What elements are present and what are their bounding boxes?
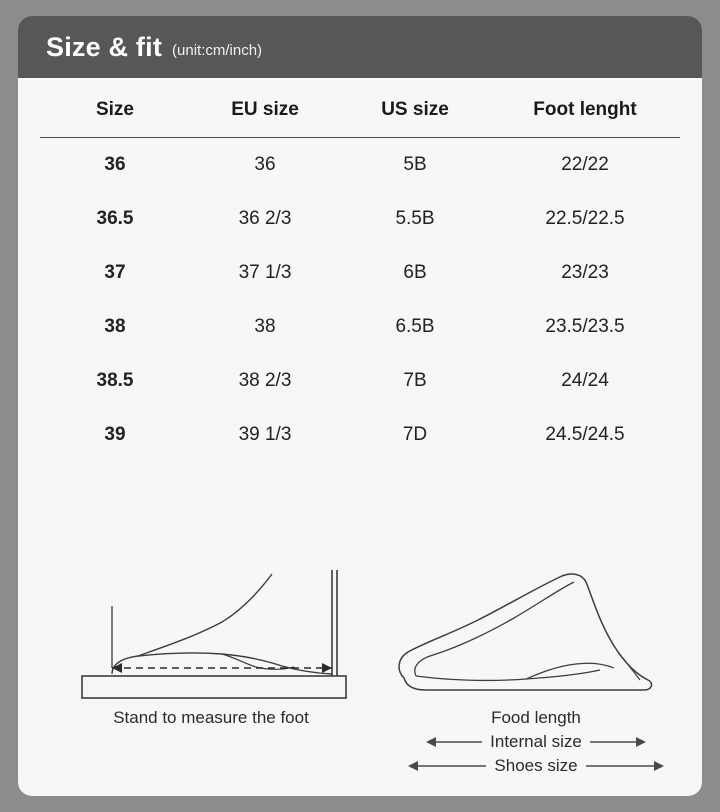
cell-eu-size: 36 bbox=[254, 154, 276, 175]
column-header-size: Size bbox=[95, 99, 135, 120]
table-row bbox=[40, 192, 680, 246]
card-header bbox=[18, 16, 702, 78]
cell-foot-length: 24.5/24.5 bbox=[545, 424, 625, 445]
cell-foot-length: 23.5/23.5 bbox=[545, 316, 625, 337]
cell-us-size: 5B bbox=[403, 154, 427, 175]
column-header-foot-length: Foot lenght bbox=[533, 99, 637, 120]
figures-section bbox=[18, 554, 702, 794]
shoe-cross-section-diagram bbox=[386, 566, 686, 706]
cell-size: 38 bbox=[104, 316, 126, 337]
cell-size: 38.5 bbox=[96, 370, 134, 391]
table-row bbox=[40, 300, 680, 354]
cell-eu-size: 39 1/3 bbox=[238, 424, 292, 445]
cell-us-size: 6.5B bbox=[395, 316, 435, 337]
cell-us-size: 7D bbox=[402, 424, 428, 445]
page-title: Size & fit bbox=[46, 31, 163, 62]
cell-size: 36 bbox=[104, 154, 126, 175]
cell-foot-length: 22.5/22.5 bbox=[545, 208, 625, 229]
cell-us-size: 6B bbox=[403, 262, 427, 283]
cell-eu-size: 38 bbox=[254, 316, 276, 337]
table-row bbox=[40, 408, 680, 462]
figure-shoe-length bbox=[386, 566, 686, 776]
figure-left-caption: Stand to measure the foot bbox=[113, 708, 309, 727]
figure-right-caption: Food length bbox=[491, 708, 581, 727]
arrow-right-icon bbox=[590, 735, 646, 749]
cell-foot-length: 22/22 bbox=[561, 154, 609, 175]
cell-foot-length: 23/23 bbox=[561, 262, 609, 283]
cell-us-size: 5.5B bbox=[395, 208, 435, 229]
column-header-eu-size: EU size bbox=[231, 99, 299, 120]
figure-foot-measure bbox=[46, 566, 376, 728]
column-header-us-size: US size bbox=[381, 99, 449, 120]
cell-size: 36.5 bbox=[96, 208, 134, 229]
cell-eu-size: 36 2/3 bbox=[238, 208, 292, 229]
cell-us-size: 7B bbox=[403, 370, 427, 391]
dimension-internal-size bbox=[386, 732, 686, 752]
arrow-left-icon bbox=[408, 759, 486, 773]
table-row bbox=[40, 246, 680, 300]
internal-size-label: Internal size bbox=[490, 732, 582, 751]
arrow-right-icon bbox=[586, 759, 664, 773]
shoes-size-label: Shoes size bbox=[494, 756, 578, 775]
dimension-shoes-size bbox=[386, 756, 686, 776]
cell-size: 37 bbox=[104, 262, 126, 283]
foot-on-ground-diagram bbox=[46, 566, 376, 706]
cell-eu-size: 38 2/3 bbox=[238, 370, 292, 391]
cell-eu-size: 37 1/3 bbox=[238, 262, 292, 283]
cell-size: 39 bbox=[104, 424, 126, 445]
arrow-left-icon bbox=[426, 735, 482, 749]
size-fit-card bbox=[18, 16, 702, 796]
unit-label: (unit:cm/inch) bbox=[172, 41, 263, 59]
cell-foot-length: 24/24 bbox=[561, 370, 609, 391]
table-row bbox=[40, 138, 680, 193]
size-table bbox=[40, 78, 680, 462]
table-row bbox=[40, 354, 680, 408]
table-header-row bbox=[40, 78, 680, 138]
